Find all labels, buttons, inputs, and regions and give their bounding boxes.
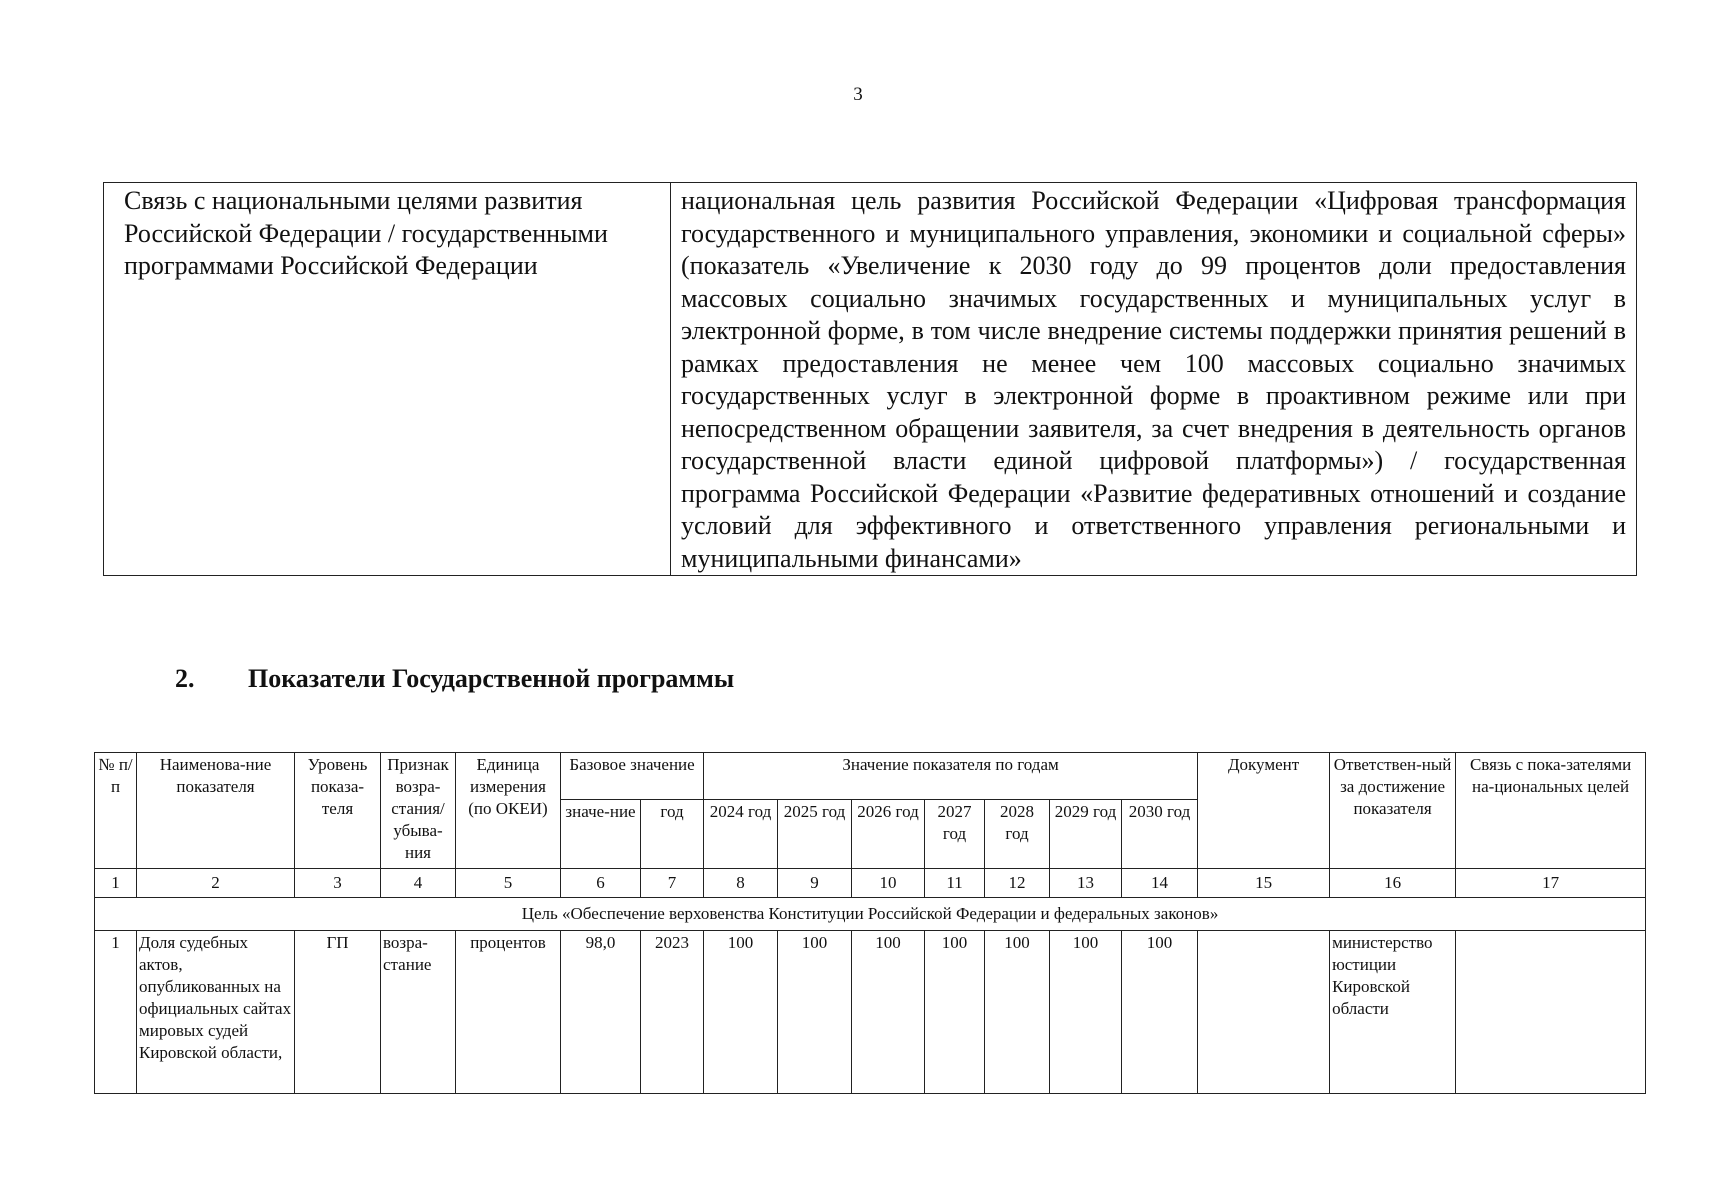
national-goals-link-table (103, 182, 1637, 576)
header-year-2027: 2027 год (925, 800, 985, 869)
header-year-2025: 2025 год (778, 800, 852, 869)
header-sign: Признак возра-стания/ убыва-ния (381, 753, 456, 869)
row-value-2025: 100 (778, 931, 852, 1094)
row-base-value: 98,0 (561, 931, 641, 1094)
row-level: ГП (295, 931, 381, 1094)
column-number: 3 (295, 869, 381, 898)
row-link (1456, 931, 1646, 1094)
column-number: 12 (985, 869, 1050, 898)
header-base-year: год (641, 800, 704, 869)
column-number: 16 (1330, 869, 1456, 898)
header-year-2024: 2024 год (704, 800, 778, 869)
link-label: Связь с национальными целями развития Российской Федерации / государственными программами Российской Федерации (104, 183, 671, 576)
row-value-2027: 100 (925, 931, 985, 1094)
row-name: Доля судебных актов, опубликованных на официальных сайтах мировых судей Кировской области, (137, 931, 295, 1094)
header-num: № п/п (95, 753, 137, 869)
row-value-2026: 100 (852, 931, 925, 1094)
header-year-2029: 2029 год (1050, 800, 1122, 869)
row-value-2024: 100 (704, 931, 778, 1094)
column-number: 15 (1198, 869, 1330, 898)
column-number: 5 (456, 869, 561, 898)
column-number: 13 (1050, 869, 1122, 898)
section-number: 2. (175, 664, 195, 693)
row-value-2030: 100 (1122, 931, 1198, 1094)
header-year-2028: 2028 год (985, 800, 1050, 869)
row-responsible: министерство юстиции Кировской области (1330, 931, 1456, 1094)
header-years-group: Значение показателя по годам (704, 753, 1198, 800)
row-sign: возра-стание (381, 931, 456, 1094)
row-value-2029: 100 (1050, 931, 1122, 1094)
section-title: Показатели Государственной программы (248, 664, 735, 693)
goal-row (95, 898, 1646, 931)
column-number: 17 (1456, 869, 1646, 898)
row-num: 1 (95, 931, 137, 1094)
page-number: 3 (853, 84, 863, 105)
column-number: 1 (95, 869, 137, 898)
column-number: 8 (704, 869, 778, 898)
column-number: 11 (925, 869, 985, 898)
header-base: Базовое значение (561, 753, 704, 800)
header-year-2030: 2030 год (1122, 800, 1198, 869)
section-heading (175, 664, 734, 694)
table-row (95, 931, 1646, 1094)
header-base-value: значе-ние (561, 800, 641, 869)
header-link: Связь с пока-зателями на-циональных целей (1456, 753, 1646, 869)
column-number: 10 (852, 869, 925, 898)
goal-text: Цель «Обеспечение верховенства Конституции Российской Федерации и федеральных законов» (95, 898, 1646, 931)
header-year-2026: 2026 год (852, 800, 925, 869)
column-numbers-row (95, 869, 1646, 898)
column-number: 14 (1122, 869, 1198, 898)
indicators-table (94, 752, 1646, 1094)
header-unit: Единица измерения (по ОКЕИ) (456, 753, 561, 869)
header-row-1 (95, 753, 1646, 800)
column-number: 2 (137, 869, 295, 898)
header-name: Наименова-ние показателя (137, 753, 295, 869)
row-document (1198, 931, 1330, 1094)
row-base-year: 2023 (641, 931, 704, 1094)
header-responsible: Ответствен-ный за достижение показателя (1330, 753, 1456, 869)
header-level: Уровень показа-теля (295, 753, 381, 869)
column-number: 6 (561, 869, 641, 898)
row-value-2028: 100 (985, 931, 1050, 1094)
row-unit: процентов (456, 931, 561, 1094)
header-document: Документ (1198, 753, 1330, 869)
column-number: 7 (641, 869, 704, 898)
link-text: национальная цель развития Российской Федерации «Цифровая трансформация государственного и муниципального управления, экономики и социальной сферы» (показатель «Увеличение к 2030 году до 99 процентов доли предоставления массовых социально значимых государственных и муниципальных услуг в электронной форме, в том числе внедрение системы поддержки принятия решений в рамках предоставления не менее чем 100 массовых социально значимых государственных услуг в электронной форме в проактивном режиме или при непосредственном обращении заявителя, за счет внедрения в деятельность органов государственной власти единой цифровой платформы») / государственная программа Российской Федерации «Развитие федеративных отношений и создание условий для эффективного и ответственного управления региональными и муниципальными финансами» (671, 183, 1637, 576)
column-number: 9 (778, 869, 852, 898)
column-number: 4 (381, 869, 456, 898)
